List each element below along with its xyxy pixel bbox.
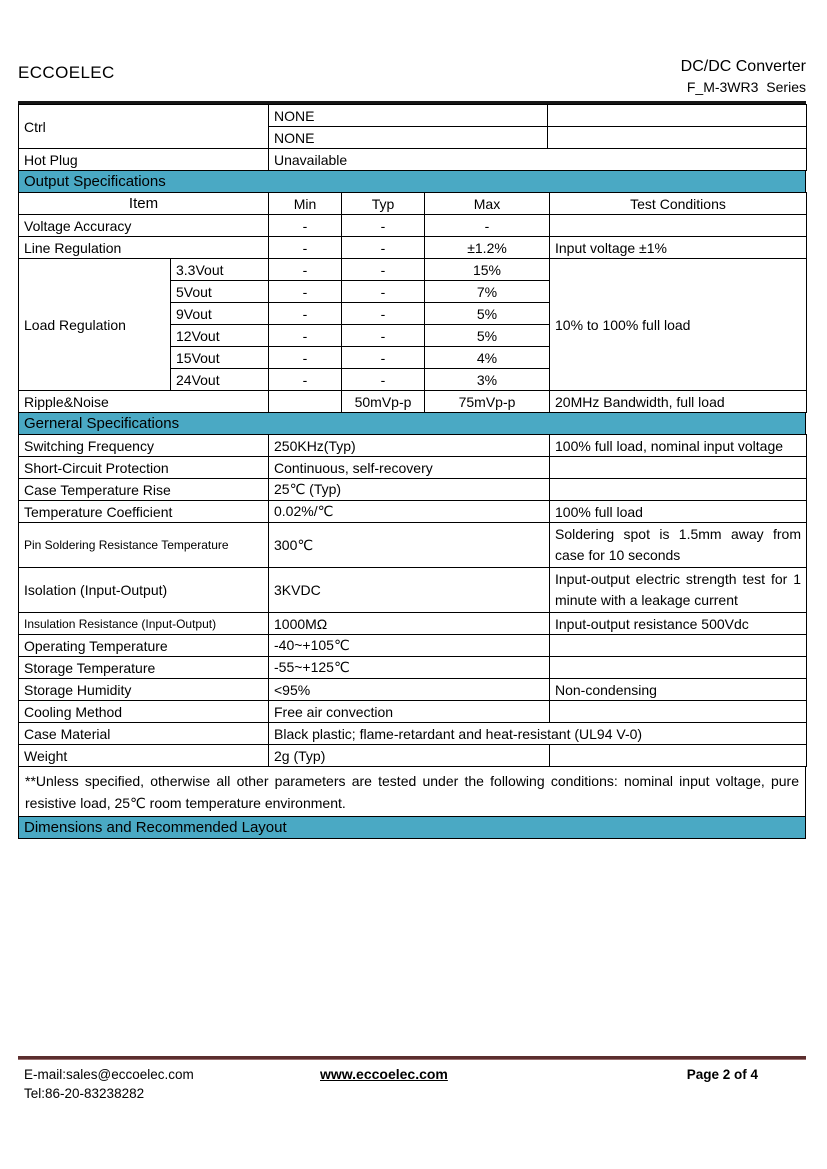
max-cell: - [425,215,550,237]
typ-cell: - [342,303,425,325]
io-table [18,104,807,171]
vout-cell: 12Vout [171,325,269,347]
section-header-dimensions: Dimensions and Recommended Layout [18,816,806,839]
col-header-min: Min [269,193,342,215]
page-content [18,58,806,839]
vout-cell: 3.3Vout [171,259,269,281]
footer-email: E-mail:sales@eccoelec.com [24,1067,194,1082]
value-cell: Free air convection [269,701,550,723]
value-cell: -40~+105℃ [269,635,550,657]
load-regulation-test-cell: 10% to 100% full load [550,259,807,391]
table-row [19,523,807,568]
table-row [19,568,807,613]
max-cell: 3% [425,369,550,391]
test-cell [550,215,807,237]
ctrl-value-cell: NONE [269,105,548,127]
value-cell: 3KVDC [269,568,550,613]
typ-cell: 50mVp-p [342,391,425,413]
ctrl-value-cell: NONE [269,127,548,149]
vout-cell: 5Vout [171,281,269,303]
empty-cell [548,127,807,149]
typ-cell: - [342,369,425,391]
max-cell: 5% [425,325,550,347]
col-header-test-conditions: Test Conditions [550,193,807,215]
test-cell [550,457,807,479]
min-cell: - [269,325,342,347]
series-name: F_M-3WR3 Series [686,79,806,95]
typ-cell: - [342,259,425,281]
value-cell: 300℃ [269,523,550,568]
item-cell: Line Regulation [19,237,269,259]
section-header-general-specs: Gerneral Specifications [18,412,806,435]
page-footer [18,1056,806,1103]
test-cell: Non-condensing [550,679,807,701]
min-cell: - [269,215,342,237]
page-number: Page 2 of 4 [686,1067,758,1082]
table-row [19,149,807,171]
table-row [19,635,807,657]
table-row [19,701,807,723]
min-cell: - [269,259,342,281]
max-cell: 7% [425,281,550,303]
section-header-output-specs: Output Specifications [18,170,806,193]
hotplug-label-cell: Hot Plug [19,149,269,171]
test-conditions-footnote: **Unless specified, otherwise all other parameters are tested under the following conditions: nominal input voltage, pure resistive load, 25℃ room temperature environment. [18,766,806,817]
typ-cell: - [342,215,425,237]
max-cell: 5% [425,303,550,325]
test-cell: 100% full load [550,501,807,523]
table-header-row [19,193,807,215]
col-header-max: Max [425,193,550,215]
vout-cell: 9Vout [171,303,269,325]
value-cell: Black plastic; flame-retardant and heat-resistant (UL94 V-0) [269,723,807,745]
min-cell: - [269,281,342,303]
footer-row [18,1065,806,1103]
test-cell: 20MHz Bandwidth, full load [550,391,807,413]
product-title: DC/DC Converter [680,58,806,75]
table-row [19,215,807,237]
item-cell: Switching Frequency [19,435,269,457]
value-cell: 0.02%/℃ [269,501,550,523]
load-regulation-label-cell: Load Regulation [19,259,171,391]
item-cell: Temperature Coefficient [19,501,269,523]
table-row [19,657,807,679]
item-cell: Storage Humidity [19,679,269,701]
typ-cell: - [342,237,425,259]
test-cell: Soldering spot is 1.5mm away from case for 10 seconds [550,523,807,568]
typ-cell: - [342,281,425,303]
value-cell: Continuous, self-recovery [269,457,550,479]
typ-cell: - [342,325,425,347]
ctrl-label-cell: Ctrl [19,105,269,149]
value-cell: <95% [269,679,550,701]
test-cell [550,745,807,767]
value-cell: 25℃ (Typ) [269,479,550,501]
max-cell: 4% [425,347,550,369]
item-cell: Isolation (Input-Output) [19,568,269,613]
table-row [19,259,807,281]
item-cell: Voltage Accuracy [19,215,269,237]
header-right [681,58,806,95]
item-cell: Storage Temperature [19,657,269,679]
output-specs-table [18,192,807,413]
table-row [19,745,807,767]
item-cell: Ripple&Noise [19,391,269,413]
footer-tel: Tel:86-20-83238282 [24,1086,145,1101]
min-cell: - [269,237,342,259]
table-row [19,479,807,501]
table-row [19,457,807,479]
table-row [19,435,807,457]
min-cell: - [269,347,342,369]
item-cell: Case Temperature Rise [19,479,269,501]
empty-cell [548,105,807,127]
max-cell: 15% [425,259,550,281]
test-cell [550,701,807,723]
test-cell [550,657,807,679]
col-header-item: Item [19,193,269,215]
max-cell: ±1.2% [425,237,550,259]
item-cell: Case Material [19,723,269,745]
item-cell: Operating Temperature [19,635,269,657]
table-row [19,105,807,127]
col-header-typ: Typ [342,193,425,215]
min-cell: - [269,369,342,391]
value-cell: 1000MΩ [269,613,550,635]
item-cell: Insulation Resistance (Input-Output) [19,613,269,635]
item-cell: Cooling Method [19,701,269,723]
test-cell: Input-output resistance 500Vdc [550,613,807,635]
document-header [18,58,806,98]
footer-website-link[interactable]: www.eccoelec.com [320,1066,448,1082]
table-row [19,613,807,635]
hotplug-value-cell: Unavailable [269,149,807,171]
typ-cell: - [342,347,425,369]
test-cell: 100% full load, nominal input voltage [550,435,807,457]
min-cell [269,391,342,413]
item-cell: Pin Soldering Resistance Temperature [19,523,269,568]
test-cell [550,635,807,657]
company-name: ECCOELEC [18,63,115,82]
item-cell: Weight [19,745,269,767]
general-specs-table [18,434,807,767]
table-row [19,679,807,701]
table-row [19,391,807,413]
footer-divider [18,1056,806,1060]
item-cell: Short-Circuit Protection [19,457,269,479]
table-row [19,723,807,745]
vout-cell: 24Vout [171,369,269,391]
value-cell: -55~+125℃ [269,657,550,679]
test-cell [550,479,807,501]
max-cell: 75mVp-p [425,391,550,413]
test-cell: Input voltage ±1% [550,237,807,259]
test-cell: Input-output electric strength test for 1 minute with a leakage current [550,568,807,613]
min-cell: - [269,303,342,325]
table-row [19,237,807,259]
value-cell: 250KHz(Typ) [269,435,550,457]
table-row [19,501,807,523]
value-cell: 2g (Typ) [269,745,550,767]
vout-cell: 15Vout [171,347,269,369]
